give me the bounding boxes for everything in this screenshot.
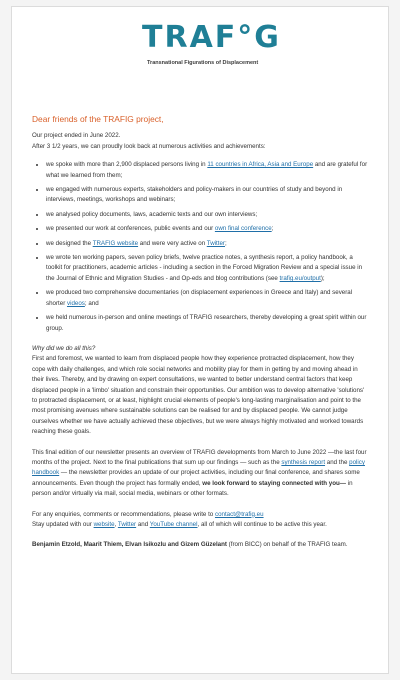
website-link[interactable]: website [93, 521, 115, 528]
logo-subtitle: Transnational Figurations of Displacement [147, 60, 259, 66]
list-item: • we analysed policy documents, laws, academic texts and our own interviews; [46, 210, 368, 220]
synthesis-report-link[interactable]: synthesis report [281, 458, 326, 466]
logo-wordmark: TRAF°G [142, 20, 281, 55]
contact-line: For any enquiries, comments or recommendations, please write to contact@trafig.eu [32, 510, 264, 518]
list-item: • we designed the TRAFIG website and were very active on Twitter; [46, 239, 368, 249]
intro-line-1: Our project ended in June 2022. [32, 132, 121, 140]
twitter-footer-link[interactable]: Twitter [117, 521, 137, 528]
stay-connected-text: we look forward to staying connected with you— [202, 479, 346, 487]
newsletter-page [11, 6, 389, 674]
policy-handbook-link[interactable]: policy handbook [32, 458, 365, 477]
videos-link[interactable]: videos [66, 299, 85, 307]
final-conference-link[interactable]: own final conference [214, 225, 272, 233]
list-item: • we wrote ten working papers, seven policy briefs, twelve practice notes, a synthesis report, a policy handbook, a toolkit for practitioners, academic articles - including a section in the Forced Migration Review and a special issue in the Journal of Ethnic and Migration Studies - and Op-eds and blog contributions (see trafig.eu/output); [46, 253, 368, 284]
list-item: • we produced two comprehensive documentaries (on displacement experiences in Greece and Italy) and several shorter videos; and [46, 288, 368, 309]
youtube-link[interactable]: YouTube channel [149, 521, 198, 528]
why-heading: Why did we do all this? [32, 344, 96, 352]
list-item: • we held numerous in-person and online meetings of TRAFIG researchers, thereby developing a great spirit within our group. [46, 313, 368, 334]
final-edition-paragraph: This final edition of our newsletter presents an overview of TRAFIG developments from March to June 2022 —the last four months of the project. Next to the final publications that sum up our findings — such as the synthesis report and the policy handbook — the newsletter provides an update of our project activities, including our final conference, and shares some announcements. Even though the project has formally ended, we look forward to staying connected with you— in person and/or virtually via mail, social media, webinars or other formats. [32, 448, 367, 498]
achievements-list [32, 160, 368, 334]
signoff: Benjamin Etzold, Maarit Thiem, Elvan Isikozlu and Gizem Güzelant (from BICC) on behalf of the TRAFIG team. [32, 541, 348, 549]
trafig-logo [142, 20, 302, 80]
greeting-heading: Dear friends of the TRAFIG project, [32, 114, 164, 124]
newsletter-body [32, 114, 368, 551]
why-paragraph: First and foremost, we wanted to learn from displaced people how they experience protracted displacement, how they cope with daily challenges, and which role social networks and mobility play for them in getting by and moving ahead in their lives. Thereby, and by drawing on expert consultations, we wanted to better understand central factors that keep displaced people in a 'limbo' situation and constrain their opportunities. Our ambition was to develop alternative 'solutions' to protracted displacement, or at least, highlight crucial elements of people's long-lasting marginalisation and point to the most promising avenues where sustainable solutions can be realised for and by displaced people. We cannot judge ourselves whether we have actually achieved these objectives, but we were always highly motivated and worked towards reaching these goals. [32, 355, 365, 436]
output-link[interactable]: trafig.eu/output [279, 274, 321, 282]
list-item: • we presented our work at conferences, public events and our own final conference; [46, 224, 368, 234]
intro-line-2: After 3 1/2 years, we can proudly look back at numerous activities and achievements: [32, 142, 266, 150]
author-names: Benjamin Etzold, Maarit Thiem, Elvan Isikozlu and Gizem Güzelant [32, 541, 227, 549]
list-item: • we spoke with more than 2,900 displaced persons living in 11 countries in Africa, Asia and Europe and are grateful for what we learned from them; [46, 160, 368, 181]
stay-updated-line: Stay updated with our website, Twitter and YouTube channel, all of which will continue to be active this year. [32, 521, 327, 528]
email-link[interactable]: contact@trafig.eu [214, 510, 264, 518]
list-item: • we engaged with numerous experts, stakeholders and policy-makers in our countries of study and beyond in interviews, meetings, workshops and webinars; [46, 185, 368, 206]
countries-link[interactable]: 11 countries in Africa, Asia and Europe [207, 161, 314, 169]
trafig-website-link[interactable]: TRAFIG website [92, 239, 139, 247]
twitter-link[interactable]: Twitter [206, 239, 225, 247]
